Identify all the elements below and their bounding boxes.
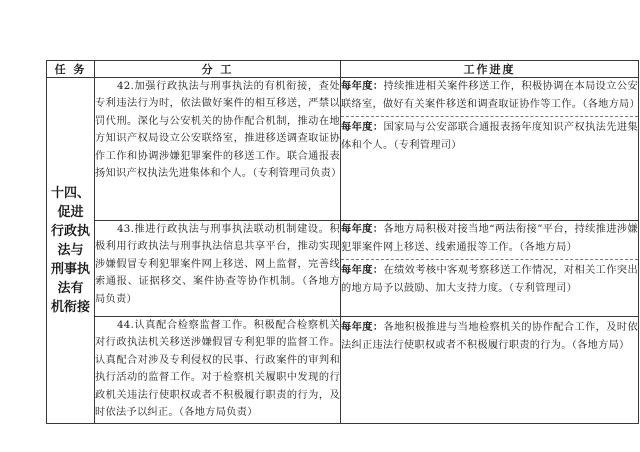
item-number: 44. bbox=[117, 320, 135, 331]
progress-label: 每年度： bbox=[341, 80, 384, 92]
table-row bbox=[47, 221, 639, 317]
division-text: 推进行政执法与刑事执法联动机制建设。积极利用行政执法与刑事执法信息共享平台，推动实现涉嫌假冒专利犯罪案件网上移送、网上监督，完善线索通报、证据移交、案件协查等协作机制。（各地方局负责） bbox=[95, 224, 340, 305]
progress-label: 每年度： bbox=[341, 223, 384, 235]
progress-text: 各地积极推进与当地检察机关的协作配合工作，及时依法纠正违法行使职权或者不积极履行职责的行为。（各地方局） bbox=[341, 322, 638, 351]
header-division: 分 工 bbox=[95, 61, 341, 78]
progress-label: 每年度： bbox=[341, 264, 384, 277]
divider bbox=[341, 116, 638, 117]
progress-item bbox=[341, 78, 638, 113]
progress-cell bbox=[341, 317, 639, 424]
progress-text: 国家局与公安部联合通报表扬年度知识产权执法先进集体和个人。（专利管理司） bbox=[341, 122, 638, 151]
task-table bbox=[46, 60, 639, 424]
division-text: 加强行政执法与刑事执法的有机衔接，查处专利违法行为时，依法做好案件的相互移送，严禁以罚代刑。深化与公安机关的协作配合机制，推动在地方知识产权局设立公安联络室，推进移送调查取证协作工作和协调涉嫌犯罪案件的移送工作。联合通报表扬知识产权执法先进集体和个人。（专利管理司负责） bbox=[95, 81, 342, 180]
item-number: 43. bbox=[117, 224, 135, 235]
progress-item bbox=[341, 319, 638, 354]
task-label-line: 刑事执法有 bbox=[50, 262, 90, 296]
progress-label: 每年度： bbox=[341, 121, 384, 134]
table-header-row bbox=[47, 61, 639, 78]
task-label-line: 十四、促进 bbox=[50, 186, 90, 220]
table-row bbox=[47, 78, 639, 221]
task-label-line: 行政执法与 bbox=[50, 224, 90, 258]
progress-item bbox=[341, 221, 638, 256]
header-progress: 工作进度 bbox=[341, 61, 639, 78]
table-row bbox=[47, 317, 639, 424]
division-cell bbox=[95, 221, 341, 317]
header-task: 任 务 bbox=[47, 61, 95, 78]
division-text: 认真配合检察监督工作。积极配合检察机关对行政执法机关移送涉嫌假冒专利犯罪的监督工作。认真配合对涉及专利侵权的民事、行政案件的审判和执行活动的监督工作。对于检察机关履职中发现的行政机关违法行使职权或者不积极履行职责的行为，及时依法予以纠正。（各地方局负责） bbox=[95, 320, 340, 419]
division-cell bbox=[95, 317, 341, 424]
progress-item bbox=[341, 119, 638, 154]
task-label-cell bbox=[47, 78, 95, 424]
divider bbox=[341, 259, 638, 260]
task-label-line: 机衔接 bbox=[50, 300, 90, 315]
progress-label: 每年度： bbox=[341, 321, 384, 333]
item-number: 42. bbox=[117, 81, 135, 92]
progress-cell bbox=[341, 78, 639, 221]
progress-text: 各地方局积极对接当地“两法衔接”平台，持续推进涉嫌犯罪案件网上移送、线索通报等工作。（各地方局） bbox=[341, 224, 638, 253]
progress-cell bbox=[341, 221, 639, 317]
progress-text: 持续推进相关案件移送工作，积极协调在本局设立公安联络室，做好有关案件移送和调查取证协作等工作。（各地方局） bbox=[341, 81, 640, 110]
division-cell bbox=[95, 78, 341, 221]
progress-item bbox=[341, 262, 638, 297]
progress-text: 在绩效考核中客观考察移送工作情况，对相关工作突出的地方局予以鼓励、加大支持力度。（专利管理司） bbox=[341, 265, 638, 294]
